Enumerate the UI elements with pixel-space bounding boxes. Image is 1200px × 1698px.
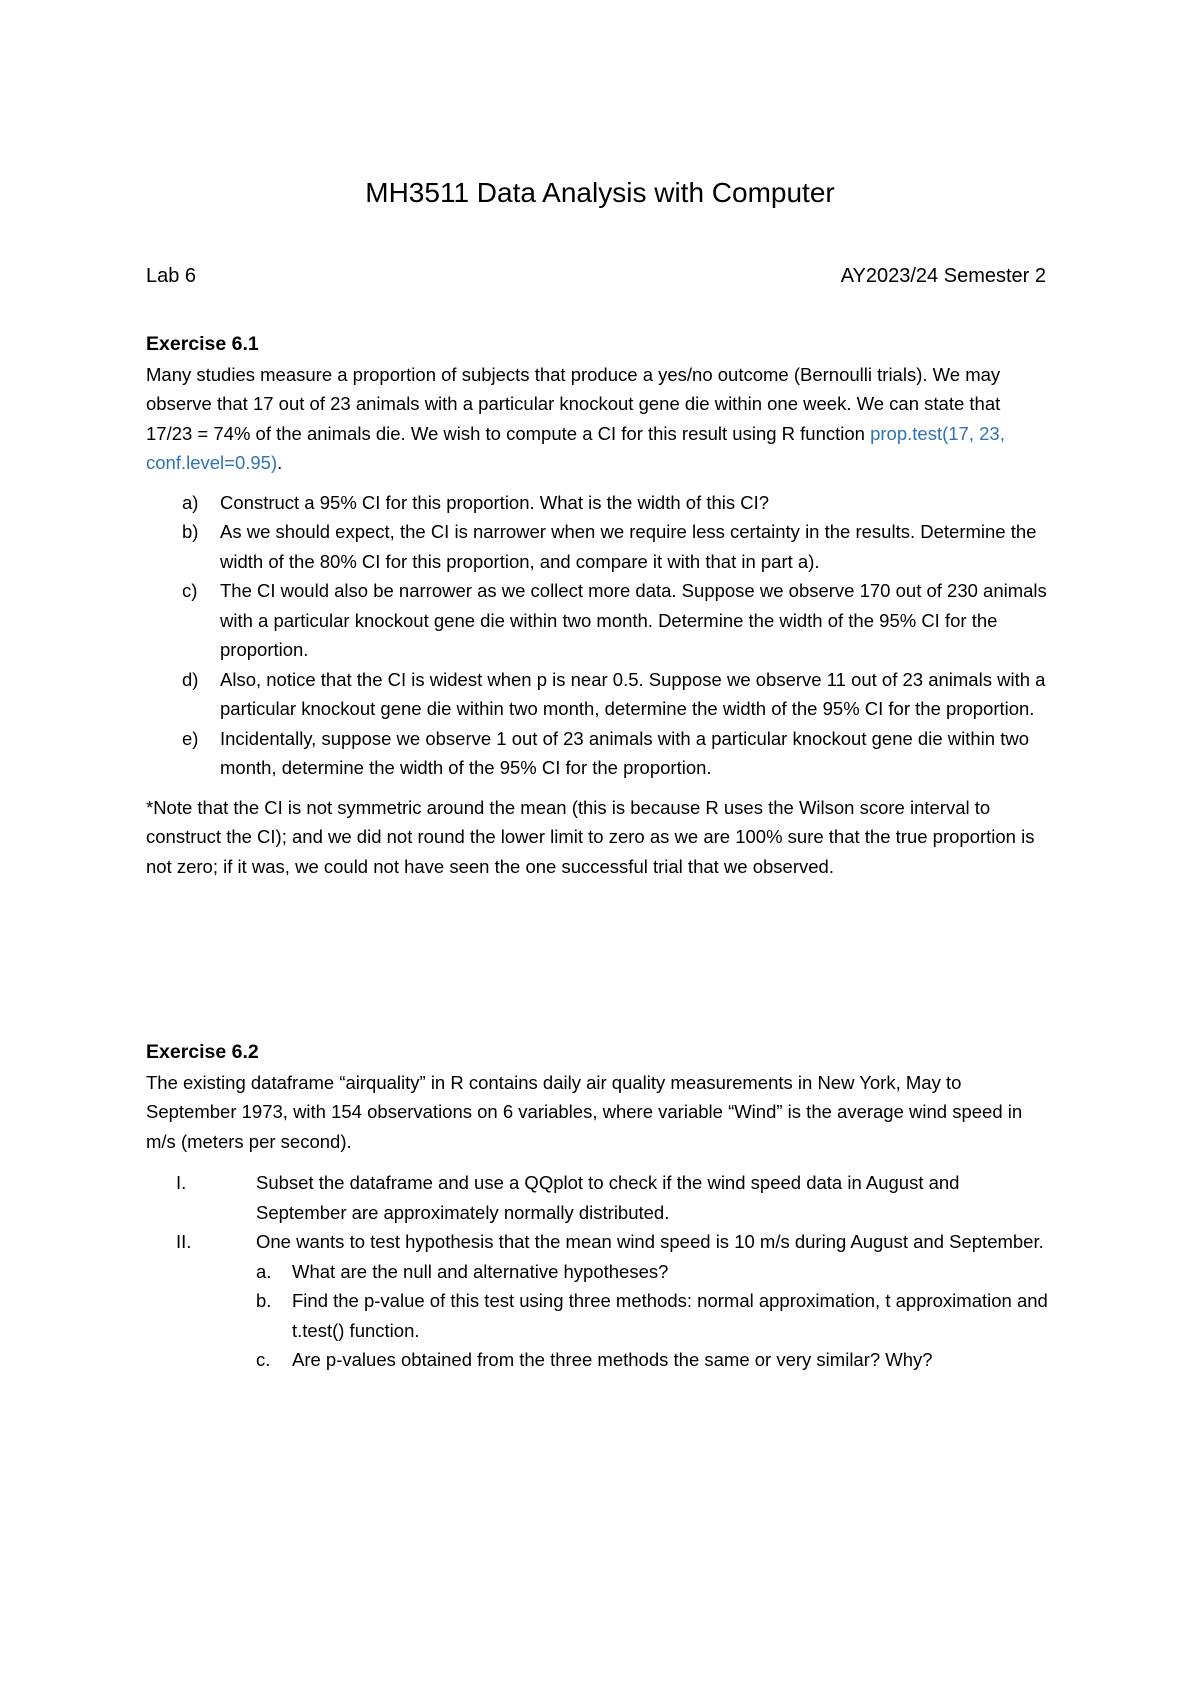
list-item-text: The CI would also be narrower as we collect more data. Suppose we observe 170 out of 230 animals with a particular knockout gene die within two month. Determine the width of the 95% CI for the proportion.: [220, 580, 1047, 660]
list-item: [256, 1286, 1051, 1345]
exercise-6-1-intro: [146, 360, 1051, 478]
list-marker: d): [182, 668, 199, 690]
list-item: [146, 488, 1051, 518]
list-item: [146, 1168, 1051, 1227]
list-marker: II.: [176, 1231, 192, 1252]
lab-number: Lab 6: [146, 265, 197, 287]
exercise-6-2-questions: [146, 1168, 1051, 1375]
exercise-6-1-heading: Exercise 6.1: [146, 333, 259, 355]
list-item: [146, 1227, 1051, 1375]
prop-test-code: prop.test(17, 23, conf.level=0.95): [146, 422, 1005, 473]
list-marker: a.: [256, 1260, 272, 1282]
list-item-text: Incidentally, suppose we observe 1 out of 23 animals with a particular knockout gene die within two month, determine the width of the 95% CI for the proportion.: [220, 727, 1029, 778]
exercise-6-2-subquestions: [256, 1257, 1051, 1375]
list-item-text: Subset the dataframe and use a QQplot to check if the wind speed data in August and September are approximately normally distributed.: [256, 1172, 960, 1223]
exercise-6-1-section: [146, 330, 1051, 881]
list-marker: a): [182, 491, 199, 513]
list-item-text: One wants to test hypothesis that the mean wind speed is 10 m/s during August and September.: [256, 1231, 1044, 1252]
list-item: [146, 724, 1051, 783]
list-marker: b): [182, 521, 199, 542]
list-item: [146, 517, 1051, 576]
list-marker: c.: [256, 1349, 271, 1370]
list-marker: I.: [176, 1172, 187, 1193]
exercise-6-2-section: [146, 1038, 1051, 1375]
list-item-text: As we should expect, the CI is narrower when we require less certainty in the results. Determine the width of the 80% CI for this proportion, and compare it with that in part a).: [220, 521, 1037, 572]
exercise-6-2-intro: The existing dataframe “airquality” in R contains daily air quality measurements in New York, May to September 1973, with 154 observations on 6 variables, where variable “Wind” is the average wind speed in m/s (meters per second).: [146, 1071, 1023, 1152]
list-item: [146, 665, 1051, 724]
list-item-text: Are p-values obtained from the three methods the same or very similar? Why?: [292, 1349, 933, 1370]
list-item-text: Construct a 95% CI for this proportion. What is the width of this CI?: [220, 491, 770, 513]
list-item: [146, 576, 1051, 665]
intro-period: .: [277, 452, 283, 473]
exercise-6-1-questions: [146, 488, 1051, 783]
list-marker: e): [182, 727, 199, 749]
list-item: [256, 1345, 1051, 1375]
exercise-6-2-heading: Exercise 6.2: [146, 1041, 259, 1063]
list-item-text: What are the null and alternative hypotheses?: [292, 1260, 669, 1282]
list-marker: b.: [256, 1290, 272, 1311]
semester-label: AY2023/24 Semester 2: [840, 265, 1046, 287]
document-title: MH3511 Data Analysis with Computer: [365, 177, 835, 208]
exercise-6-1-note: *Note that the CI is not symmetric around the mean (this is because R uses the Wilson score interval to construct the CI); and we did not round the lower limit to zero as we are 100% sure that the true proportion is not zero; if it was, we could not have seen the one successful trial that we observed.: [146, 796, 1035, 877]
list-marker: c): [182, 580, 198, 601]
list-item-text: Find the p-value of this test using three methods: normal approximation, t approximation and t.test() function.: [292, 1290, 1048, 1341]
list-item: [256, 1257, 1051, 1287]
exercise-6-1-intro-text: Many studies measure a proportion of subjects that produce a yes/no outcome (Bernoulli trials). We may observe that 17 out of 23 animals with a particular knockout gene die within one week. We can state that 17/23 = 74% of the animals die. We wish to compute a CI for this result using R function: [146, 363, 1001, 444]
list-item-text: Also, notice that the CI is widest when p is near 0.5. Suppose we observe 11 out of 23 animals with a particular knockout gene die within two month, determine the width of the 95% CI for the proportion.: [220, 668, 1046, 719]
